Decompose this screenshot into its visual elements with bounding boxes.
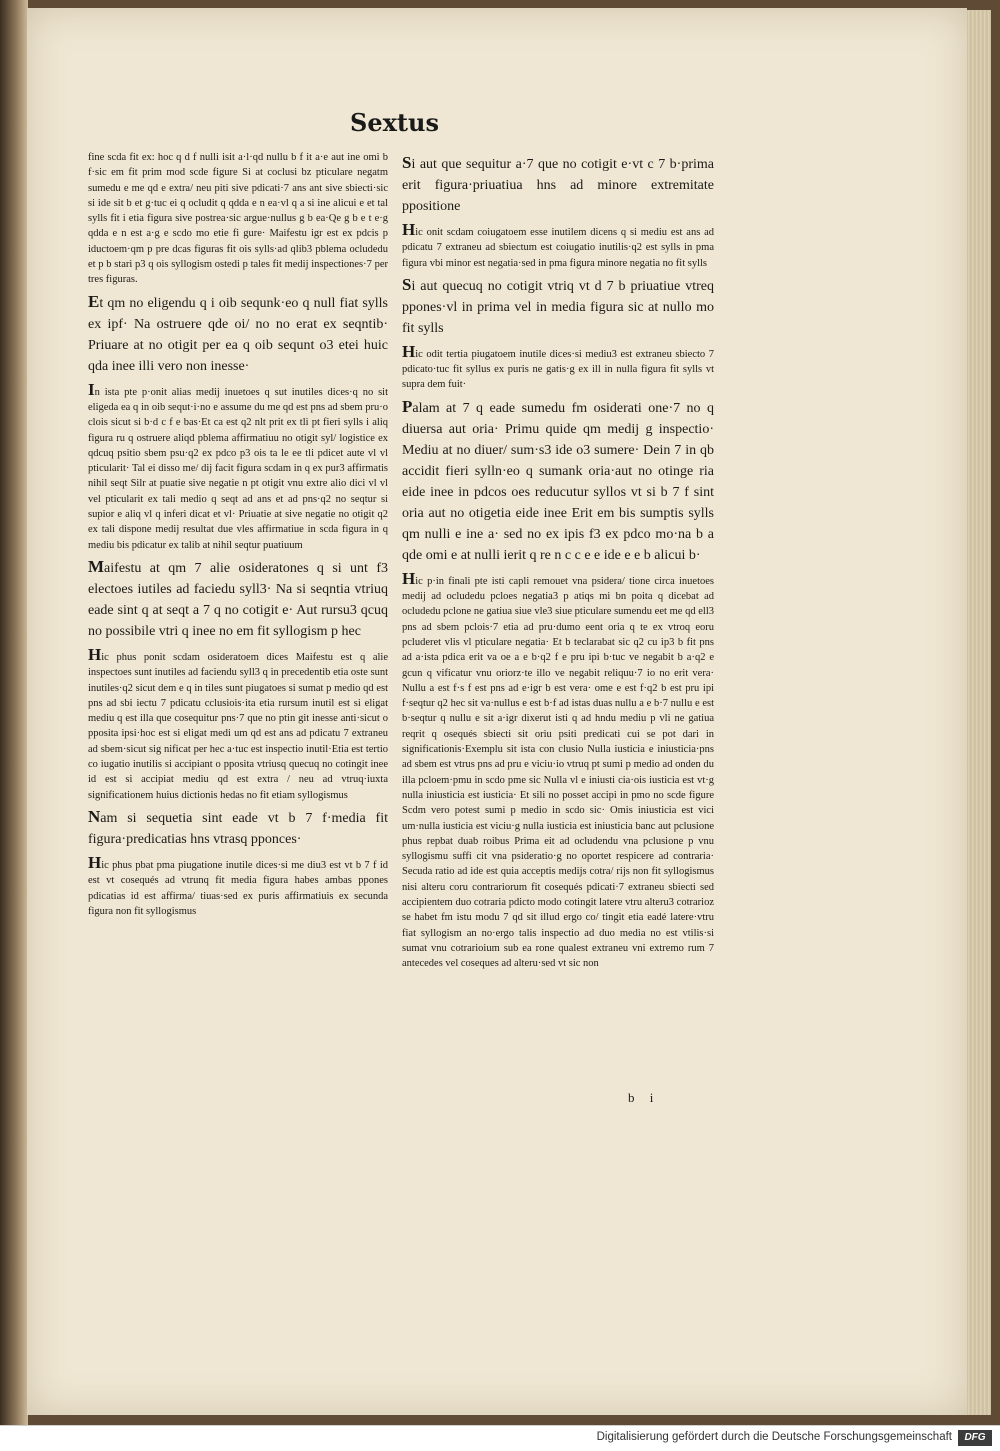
paragraph-text: ic p·in finali pte isti capli remouet vna psidera/ tione circa inuetoes medij ad ocludedu pcloes negatia3 p atiqs mi bn poita q dicebat ad ocludedu pclone ne gatiua siue vle3 siue pticulare sumendu eet me qd ell3 pns ad sbem pclois·7 etia ad pru·dumo eent oria q te ex vtroq eoru pcluderet vlis vl pticulare negatia· Et b teclarabat sic q2 cu ip3 b fit pns ad a·ista pdica erit va oe a e b·q2 f e pru ipi b·tuc ve negabit b a·q2 e gcun q vificatur vnu oriorz·te illo ve negabit reliquu·7 io no erit vera· Nullu a est f·s f est pns ad e·igr b est vera· ome e est f·q2 b est pru ipi f·seqtur q2 hec sit va·nullus e est b·f ad istas duas nullu a e b·7 nullu e est b·seqtur q nullu e sit a·igr dixerut isti q ad hndu mediu p vli ne gatiua reqrit q osequés sbiecti sit oriu psiti predicati cui se pot dari in significationis·Exemplu sit ista con clusio Nulla iusticia e iniusticia·pns ad sbem est vtrus pns ad pru e viciu·io vtruq pt sumi p medio ad onden du illa pcloem·pmu in scdo pme sic Nulla vl e iniusti cia·ois iusticia est vt·g nulla iniusticia est iusticia· Et sili no posset accipi in pmo no scde figure Scdm vero potest sumi p medio in scdo sic· Omis iniusticia est vici um·nulla iusticia est viciu·g nulla iusticia est iniusticia banc aut pclusione phus repbat duab roibus Prima eit ad ocludendu vna pclusione p vnu syllogismu suffi cit vna psideratio·g no oportet respicere ad contraria· Secuda ratio ad ide est quia acceptis medijs cotra/ rijs non fit syllogismus nisi alteru coru contrariorum fit cosequés pdicati·7 extraneu sbiecti sed accipientem duo cotraria pdicto modo cotingit latere vtru alteru3 cotrarioz se habet fm istu modu 7 qd sit illud ergo co/ tingit etia eadé latere·vtru fiat syllogism an no·ergo talis inspectio ad duo media no est vtilis·si sumat vnu cotrarioium sub ea rone qualest extraneu vni extremo rum 7 antecedes vel coseques ad alteru·sed vt sic non — [402, 575, 714, 970]
initial-letter: S — [402, 153, 412, 172]
left-paragraph — [88, 852, 388, 919]
right-paragraph — [402, 274, 714, 339]
left-paragraph — [88, 556, 388, 642]
paragraph-text: aifestu at qm 7 alie osideratones q si unt f3 electoes iutiles ad faciedu syll3· Na si seqntia vtriuq eade sint q at seqt a 7 q no cotigit e· Aut rursu3 qcuq no possibile vtri q inee no em fit syllogism p hec — [88, 560, 388, 639]
paragraph-text: i aut que sequitur a·7 que no cotigit e·vt c 7 b·prima erit figura·priuatiua hns ad minore extremitate ppositione — [402, 157, 714, 214]
paragraph-text: am si sequetia sint eade vt b 7 f·media fit figura·predicatias hns vtrasq pponces· — [88, 810, 388, 847]
book-spine — [0, 0, 28, 1425]
paragraph-text: n ista pte p·onit alias medij inuetoes q sut inutiles dices·q no sit eligeda ea q in oib sequt·i·no e assume du me qd est pns ad sbem pru·o clois sicut si b·d c f e bas·Et ca est q2 nlt prit ex tli pt fieri sylls i aliq figura ru q ostruere aliqd pblema affirmatiuu no otigit syl/ logistice ex qdcuq psitio sbem psu·q2 ex pdco p3 ois ta le ee tli pdicet aute vl vl pticularit· Tal ei disso me/ dij facit figura scdam in q ex pur3 affirmatis nihil seqt Silr at puatie sive negatie n pt otigit vnu extre alio dici vl vl vel pticularit ex tali medio q seqt ad ans et ad pns·q2 no seqtur si supior e aliq vl q inferi dicat et vl· Priuatie at sive negatie no otigit q2 ex tali dispone medij resultat due vles affirmatiue in scda figura in q mediu bis pdicatur ex talib at nihil seqtur puatiuum — [88, 386, 388, 551]
right-paragraph — [402, 152, 714, 217]
left-column — [88, 150, 388, 922]
initial-letter: H — [402, 220, 416, 239]
funding-credit: Digitalisierung gefördert durch die Deutsche Forschungsgemeinschaft — [596, 1431, 952, 1443]
initial-letter: N — [88, 806, 101, 826]
initial-letter: H — [402, 341, 416, 361]
left-paragraph — [88, 379, 388, 553]
page-edges — [965, 10, 991, 1415]
initial-letter: E — [88, 291, 100, 311]
signature-mark: b i — [628, 1090, 660, 1105]
paragraph-text: ic phus pbat pma piugatione inutile dices·si me diu3 est vt b 7 f id est vt cosequés ad vtrunq fit media figura habes ambas ppones pdicatias id est affirma/ tiuas·sed ex puris affirmatiuis ex secunda figura non fit syllogismus — [88, 859, 388, 917]
paragraph-text: alam at 7 q eade sumedu fm osiderati one·7 no q diuersa aut oria· Primu quide qm medij g inspectio· Mediu at no diuer/ sum·s3 ide o3 sumere· Dein 7 in qb accidit fieri sylln·eo q sumank oria·aut no otinge ria eide inee in pdcos oes reducutur syllos vt si b 7 f sint oria aut no otigetia eide inee Erit em bis sumptis sylls qm nulli e ine a· sed no ex ipis f3 ex pdco mo·na b a qde omi e at nulli ierit q re n c c e e ide e e b alicui b· — [402, 400, 714, 563]
initial-letter: H — [88, 852, 102, 872]
initial-letter: H — [88, 644, 102, 664]
paragraph-text: i aut quecuq no cotigit vtriq vt d 7 b priuatiue vtreq ppones·vl in prima vel in media figura sic at nullo mo fit sylls — [402, 278, 714, 336]
right-paragraph — [402, 396, 714, 566]
paragraph-text: ic onit scdam coiugatoem esse inutilem dicens q si mediu est ans ad pdicatu 7 extraneu ad sbiectum est coiugatio inutilis·q2 est sylls in pma figura vbi minor est negatia·sed in pma figura minore negatia no fit sylls — [402, 227, 714, 269]
initial-letter: P — [402, 396, 413, 416]
initial-letter: H — [402, 568, 416, 588]
left-paragraph — [88, 291, 388, 377]
initial-letter: I — [88, 379, 95, 399]
paragraph-text: ic odit tertia piugatoem inutile dices·si mediu3 est extraneu sbiecto 7 pdicato·tuc fit syllus ex puris ne gatis·g ex ill in nulla figura fit sylls vt supra dem fuit· — [402, 348, 714, 391]
running-heading: Sextus — [350, 108, 439, 137]
paragraph-text: t qm no eligendu q i oib sequnk·eo q null fiat sylls ex ipf· Na ostruere qde oi/ no no erat ex seqntib· Priuare at no otigit per ea q oib sequnt o3 etei huic qda inee illi vero non inesse· — [88, 295, 388, 374]
initial-letter: M — [88, 556, 105, 576]
dfg-logo: DFG — [958, 1430, 992, 1446]
left-paragraph — [88, 150, 388, 288]
footer-bar — [0, 1425, 1000, 1451]
right-paragraph — [402, 341, 714, 393]
paragraph-text: fine scda fit ex: hoc q d f nulli isit a·l·qd nullu b f it a·e aut ine omi b f·sic em fit prim mod scde figure Si at coclusi bz pticulare negatm sumedu e me qd e extra/ neu piti sive pdicati·7 ans ant sive sbiecti·sic si ide sit b et g·tuc ei q ocludit q qdda e n ea·vl q a si ine alicui e et tal sylls fit i etia figura sive postrea·sic argue·nullus g b ea·Qe g b e t e·g qdda e n est a·g e scdo mo etie fi gure· Maifestu igr est ex pdcis p iductoem·qm p pre dcas figuras fit ois sylls·ad qlib3 pblema ocludedu et p b stari p3 q ois syllogism ostedi p tales fit medij inspectiones·7 per tres figuras. — [88, 152, 388, 286]
left-paragraph — [88, 806, 388, 850]
left-paragraph — [88, 644, 388, 803]
paragraph-text: ic phus ponit scdam osideratoem dices Maifestu est q alie inspectoes sunt inutiles ad faciendu syll3 q in precedentib etia oste sunt inutiles·q2 sicut dem e q in tiles sunt piugatoes si sumat p medio qd est pns ad sbi iectu 7 pdicatu cclusiois·ita etia rursum inutil est si eligat mediu q est illa que cosequitur pns·7 que no ptin git inesse anti·sicut o pposita ipsi·hoc est si eligat medi um qd est ans ad pdicatu 7 extraneu ad sbem·sicut sig nificat per hec a·tuc est inspectio inutil·Etia est tertio co iugatio inutilis si accipiant o pposita vtriusq quecuq no cotingit inee id est si accipiat mediu qd est extra / neu ad vtruq·iuxta significationem huius dictionis hedas no fit etiam syllogismus — [88, 651, 388, 801]
right-paragraph — [402, 568, 714, 972]
right-paragraph — [402, 222, 714, 271]
right-column — [402, 152, 714, 975]
initial-letter: S — [402, 274, 412, 294]
